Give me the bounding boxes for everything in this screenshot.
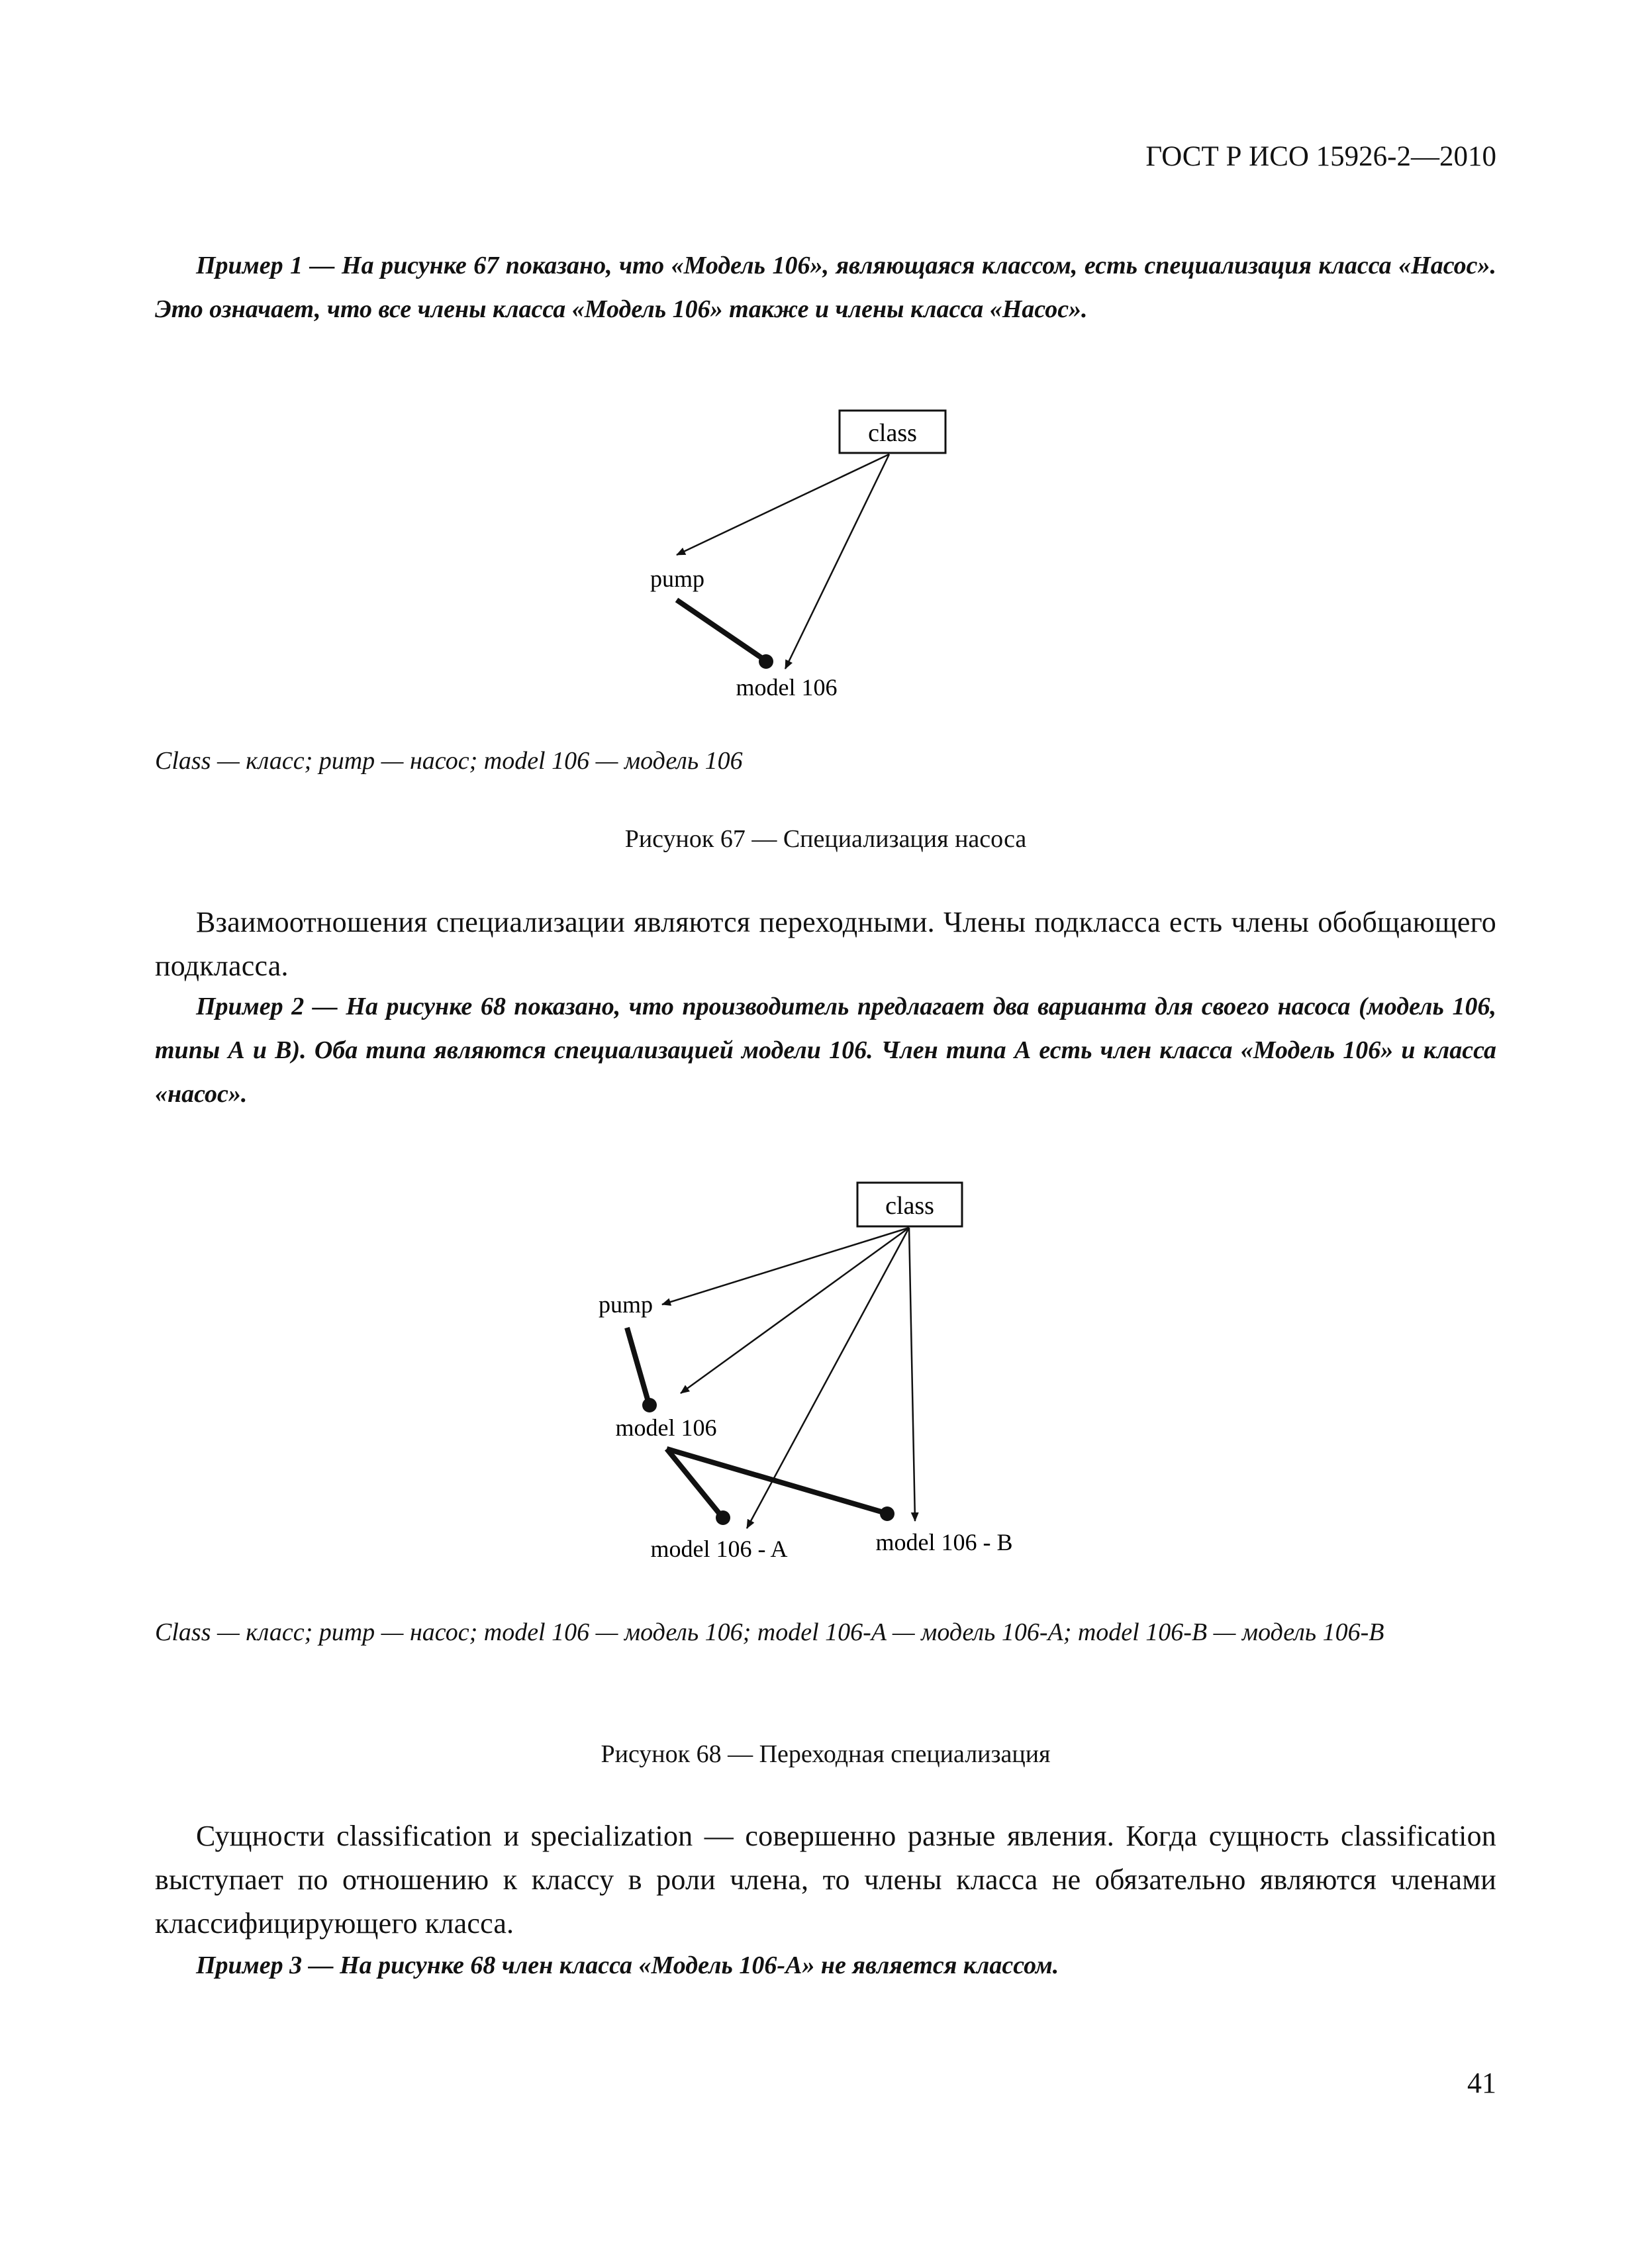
figure-67-legend: Class — класс; pump — насос; model 106 — модель 106 [155, 747, 743, 775]
figure-67-diagram [0, 384, 1642, 742]
example-3 [155, 1944, 1496, 1987]
example-2-text: Пример 2 — На рисунке 68 показано, что производитель предлагает два варианта для своего насоса (модель 106, типы А и В). Оба типа являются специализацией модели 106. Член типа А есть член класса «Модель 106» и класса «насос». [155, 993, 1496, 1108]
arrow-class-to-pump [677, 454, 889, 555]
page-number: 41 [1467, 2067, 1496, 2099]
arrow-class-to-model106 [785, 454, 889, 669]
specialization-dot [642, 1398, 657, 1412]
specialization-dot [880, 1506, 894, 1521]
arrow-class-to-pump [662, 1228, 909, 1305]
example-1 [155, 244, 1496, 331]
paragraph-1-text: Взаимоотношения специализации являются переходными. Члены подкласса есть члены обобщающего подкласса. [155, 906, 1496, 982]
model106b-node-label: model 106 - B [875, 1529, 1013, 1555]
figure-68-diagram [0, 1165, 1642, 1576]
paragraph-2 [155, 1814, 1496, 1946]
arrow-class-to-model106 [681, 1228, 909, 1393]
figure-68-caption: Рисунок 68 — Переходная специализация [601, 1740, 1051, 1768]
pump-node-label: pump [650, 566, 705, 592]
figure-67-caption: Рисунок 67 — Специализация насоса [624, 825, 1027, 853]
figure-68-legend: Class — класс; pump — насос; model 106 — модель 106; model 106-A — модель 106-A; model 106-B — модель 106-B [155, 1618, 1384, 1646]
model106a-node-label: model 106 - A [650, 1536, 788, 1562]
model106-node-label: model 106 [736, 674, 838, 701]
paragraph-1 [155, 901, 1496, 988]
specialization-link [677, 600, 766, 661]
class-node-label: class [885, 1192, 934, 1220]
paragraph-2-text: Сущности classification и specialization — совершенно разные явления. Когда сущность classification выступает по отношению к классу в роли члена, то члены класса не обязательно являются членами классифицирующего класса. [155, 1820, 1496, 1940]
document-header: ГОСТ Р ИСО 15926-2—2010 [1145, 141, 1496, 172]
example-2 [155, 985, 1496, 1116]
class-node-label: class [868, 419, 917, 447]
example-3-text: Пример 3 — На рисунке 68 член класса «Модель 106-А» не является классом. [196, 1951, 1059, 1979]
specialization-link-pump-model106 [627, 1328, 649, 1404]
example-1-text: Пример 1 — На рисунке 67 показано, что «Модель 106», являющаяся классом, есть специализация класса «Насос». Это означает, что все члены класса «Модель 106» также и члены класса «Насос». [155, 252, 1496, 323]
arrow-class-to-model106b [909, 1228, 915, 1521]
model106-node-label: model 106 [615, 1414, 717, 1441]
specialization-dot [759, 654, 773, 669]
specialization-dot [716, 1510, 730, 1525]
pump-node-label: pump [598, 1291, 653, 1318]
arrow-class-to-model106a [747, 1228, 909, 1528]
specialization-link-model106-b [667, 1449, 886, 1513]
